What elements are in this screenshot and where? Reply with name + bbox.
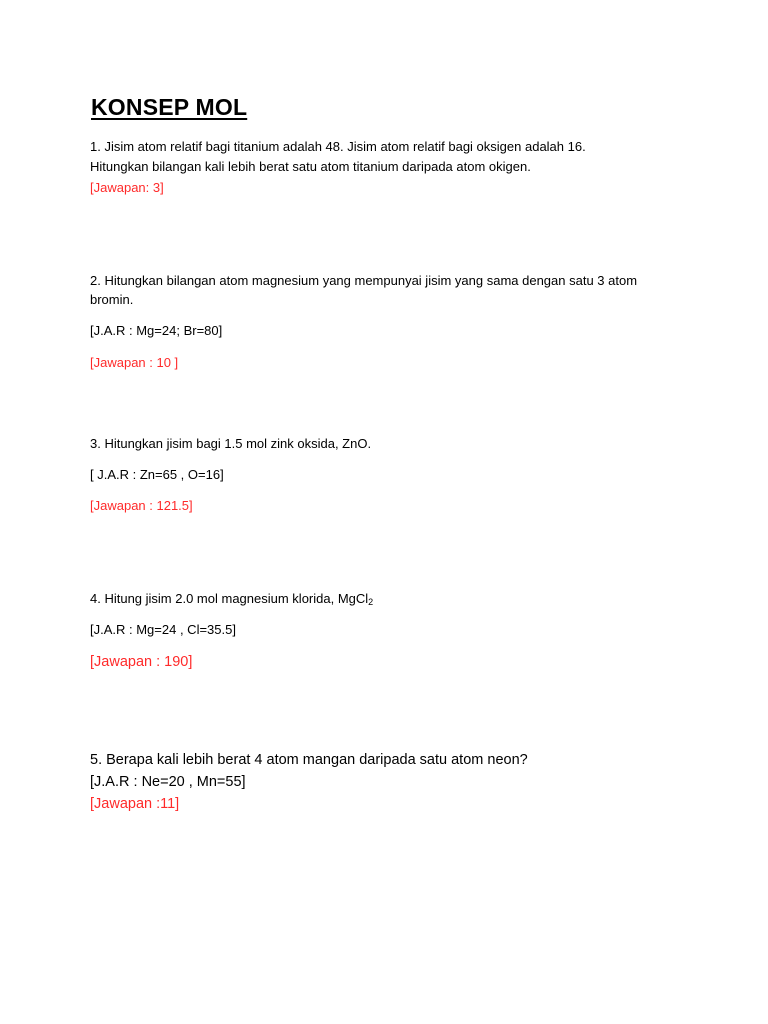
- q5-jar: [J.A.R : Ne=20 , Mn=55]: [90, 774, 246, 790]
- q5-answer: [Jawapan :11]: [90, 796, 180, 812]
- q4-answer: [Jawapan : 190]: [90, 654, 193, 670]
- q1-text-line1: 1. Jisim atom relatif bagi titanium adalah 48. Jisim atom relatif bagi oksigen adalah 16.: [90, 139, 586, 154]
- q2-text-line2: bromin.: [90, 292, 134, 307]
- q2-jar: [J.A.R : Mg=24; Br=80]: [90, 323, 223, 338]
- q3-answer: [Jawapan : 121.5]: [90, 498, 193, 513]
- q4-text: 4. Hitung jisim 2.0 mol magnesium klorida, MgCl: [90, 591, 369, 606]
- q4-subscript: 2: [368, 597, 374, 607]
- q1-answer: [Jawapan: 3]: [90, 180, 164, 195]
- q3-jar: [ J.A.R : Zn=65 , O=16]: [90, 467, 224, 482]
- q4-jar: [J.A.R : Mg=24 , Cl=35.5]: [90, 622, 236, 637]
- q1-text-line2: Hitungkan bilangan kali lebih berat satu atom titanium daripada atom okigen.: [90, 159, 531, 174]
- q3-text-line1: 3. Hitungkan jisim bagi 1.5 mol zink oksida, ZnO.: [90, 436, 372, 451]
- q2-text-line1: 2. Hitungkan bilangan atom magnesium yang mempunyai jisim yang sama dengan satu 3 atom: [90, 273, 638, 288]
- q4-text-line1: [90, 591, 373, 610]
- q2-answer: [Jawapan : 10 ]: [90, 355, 179, 370]
- q5-text-line1: 5. Berapa kali lebih berat 4 atom mangan daripada satu atom neon?: [90, 752, 528, 768]
- page-title: KONSEP MOL: [91, 94, 248, 120]
